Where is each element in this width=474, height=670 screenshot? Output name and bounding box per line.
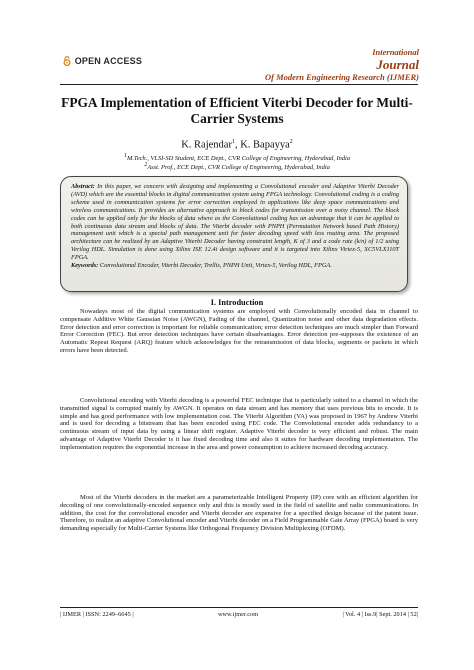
affiliation-2 — [40, 162, 434, 171]
footer-issn: | IJMER | ISSN: 2249–6645 | — [60, 611, 134, 618]
author-1-mark: 1 — [231, 139, 235, 145]
journal-line-1: International — [372, 47, 419, 57]
keywords-label: Keywords: — [71, 262, 99, 270]
section-heading: I. Introduction — [210, 298, 264, 307]
affiliation-2-mark: 2 — [144, 162, 148, 168]
journal-line-2: Journal — [376, 57, 419, 72]
authors — [40, 139, 434, 151]
journal-line-3: Of Modern Engineering Research (IJMER) — [265, 72, 419, 82]
abstract-box — [60, 176, 408, 292]
footer — [60, 611, 418, 618]
footer-rule — [60, 607, 418, 608]
author-separator: , — [234, 139, 241, 151]
open-access-logo — [62, 56, 142, 66]
abstract-label: Abstract: — [71, 183, 95, 190]
affiliation-1 — [40, 153, 434, 162]
intro-paragraph-2: Convolutional encoding with Viterbi decoding is a powerful FEC technique that is particularly suited to a channel in which the transmitted signal is corrupted mainly by AWGN. It operates on data stream and has memory that uses previous bits to encode. It is simple and has good performance with low implementation cost. The Viterbi Algorithm (VA) was proposed in 1967 by Andrew Viterbi and is used for decoding a bitstream that has been encoded using FEC code. The Convolutional encoder adds redundancy to a continuous stream of input data by using a linear shift register. Adaptive Viterbi decoder is very efficient and robust. The main advantage of Adaptive Viterbi Decoder is it has fixed decoding time and also it suites for hardware decoding implementation. The implementation requires the exponential increase in the area and power consumption to achieve increased decoding accuracy. — [60, 397, 418, 451]
affiliation-1-text: M.Tech., VLSI-SD Student, ECE Dept., CVR College of Engineering, Hyderabad, India — [126, 155, 351, 163]
open-lock-icon — [63, 56, 71, 66]
keywords-text: Convolutional Encoder, Viterbi Decoder, Trellis, PNPH Unit, Virtex-5, Verilog HDL, FPGA. — [98, 262, 332, 270]
author-2: K. Bapayya — [240, 139, 290, 151]
open-access-text: OPEN ACCESS — [74, 56, 143, 66]
header-rule — [60, 84, 418, 85]
footer-volume: | Vol. 4 | Iss.9| Sept. 2014 | 52| — [342, 611, 418, 618]
paper-title: FPGA Implementation of Efficient Viterbi Decoder for Multi-Carrier Systems — [61, 95, 413, 126]
abstract-text: In this paper, we concern with designing and implementing a Convolutional encoder and Adaptive Viterbi Decoder (AVD) which are the essential blocks in digital communication system using FPGA technology. Convolutional coding is a coding scheme used in communication systems for error correction employed in applications like deep space communications and wireless communications. It provides an alternative approach to block codes for transmission over a noisy channel. The block codes can be applied only for the blocks of data where as the Convolutional coding has an advantage that it can be applied to both continuous data stream and blocks of data. The Viterbi decoder with PNPH (Permutation Network based Path History) management unit which is a special path management unit for faster decoding speed with less routing area. The proposed architecture can be realized by an Adaptive Viterbi Decoder having constraint length, K of 3 and a code rate (k/n) of 1/2 using Verilog HDL. Simulation is done using Xilinx ISE 12.4i design software and it is targeted into Xilinx Virtex-5, XC5VLX110T FPGA. — [71, 183, 399, 262]
footer-website-link[interactable]: www.ijmer.com — [217, 611, 259, 618]
affiliation-1-mark: 1 — [123, 153, 127, 159]
author-2-mark: 2 — [289, 139, 293, 145]
intro-paragraph-1: Nowadays most of the digital communication systems are employed with Convolutionally encoded data in channel to compensate Additive White Gaussian Noise (AWGN), Fading of the channel, Quantization noise and other data degradation effects. Error detection and error correction is important for reliable communication; error detection techniques are much simpler than Forward Error Correction (FEC). But error detection techniques have certain disadvantages. Error detection pre-supposes the existence of an Automatic Repeat Request (ARQ) feature which acknowledges for the retransmission of data blocks, segments or packets in which errors have been detected. — [60, 308, 418, 354]
affiliation-2-text: Asst. Prof., ECE Dept., CVR College of Engineering, Hyderabad, India — [147, 164, 330, 172]
author-1: K. Rajendar — [181, 139, 232, 151]
intro-paragraph-3: Most of the Viterbi decoders in the market are a parameterizable Intelligent Property (IP) core with an efficient algorithm for decoding of one convolutionally-encoded sequence only and this is mostly used in the field of satellite and radio communications. In addition, the cost for the convolutional encoder and Viterbi decoder are expensive for a specified design because of the patent issue. Therefore, to realize an adaptive Convolutional encoder and Viterbi decoder on a Field Programmable Gate Array (FPGA) board is very demanding especially for Multi-Carrier Systems like Orthogonal Frequency Division Multiplexing (OFDM). — [60, 494, 418, 532]
